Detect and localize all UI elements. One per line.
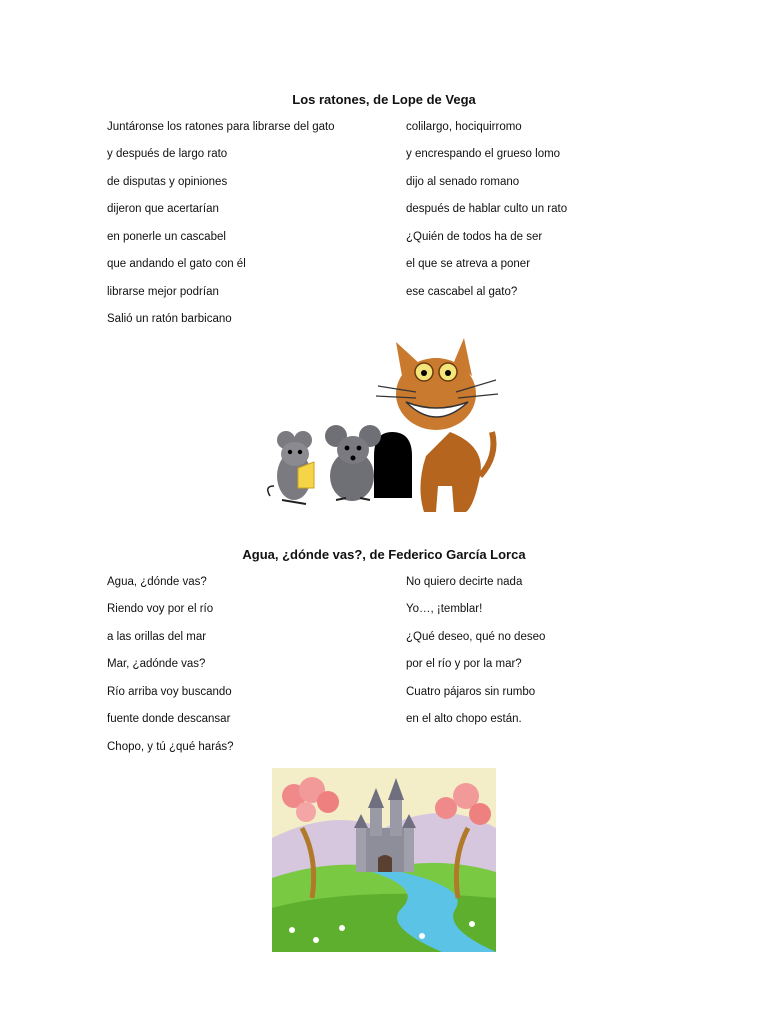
poem-line: colilargo, hociquirromo [406, 121, 522, 133]
poem-line: librarse mejor podrían [107, 286, 219, 298]
poem-line: No quiero decirte nada [406, 576, 523, 588]
poem-line: de disputas y opiniones [107, 176, 228, 188]
mouse-hole-icon [374, 432, 412, 498]
poem-line: Yo…, ¡temblar! [406, 603, 483, 615]
poem-line: ¿Qué deseo, qué no deseo [406, 631, 546, 643]
poem-line: fuente donde descansar [107, 713, 231, 725]
mouse-icon [325, 425, 381, 501]
mouse-with-cheese-icon [268, 431, 314, 504]
poem-line: y encrespando el grueso lomo [406, 148, 561, 160]
poem-line: que andando el gato con él [107, 258, 246, 270]
poem-line: Salió un ratón barbicano [107, 313, 232, 325]
poem-line: dijeron que acertarían [107, 203, 219, 215]
poem-line: por el río y por la mar? [406, 658, 522, 670]
poem-line: Riendo voy por el río [107, 603, 214, 615]
poem-line: a las orillas del mar [107, 631, 207, 643]
poem-line: Chopo, y tú ¿qué harás? [107, 741, 234, 753]
cat-and-mice-illustration [266, 336, 502, 520]
poem-line: Río arriba voy buscando [107, 686, 232, 698]
poem-line: Cuatro pájaros sin rumbo [406, 686, 536, 698]
poem-line: en ponerle un cascabel [107, 231, 226, 243]
poem-title-ratones: Los ratones, de Lope de Vega [292, 92, 476, 107]
poem-line: dijo al senado romano [406, 176, 520, 188]
poem-title-agua: Agua, ¿dónde vas?, de Federico García Lorca [242, 547, 526, 562]
poem-line: ¿Quién de todos ha de ser [406, 231, 543, 243]
poem-line: Mar, ¿adónde vas? [107, 658, 206, 670]
poem-line: Agua, ¿dónde vas? [107, 576, 207, 588]
poem-line: después de hablar culto un rato [406, 203, 568, 215]
castle-landscape-illustration [272, 768, 496, 952]
poem-line: en el alto chopo están. [406, 713, 522, 725]
poem-line: ese cascabel al gato? [406, 286, 518, 298]
poem-line: y después de largo rato [107, 148, 228, 160]
poem-line: Juntáronse los ratones para librarse del gato [107, 121, 335, 133]
poem-line: el que se atreva a poner [406, 258, 531, 270]
